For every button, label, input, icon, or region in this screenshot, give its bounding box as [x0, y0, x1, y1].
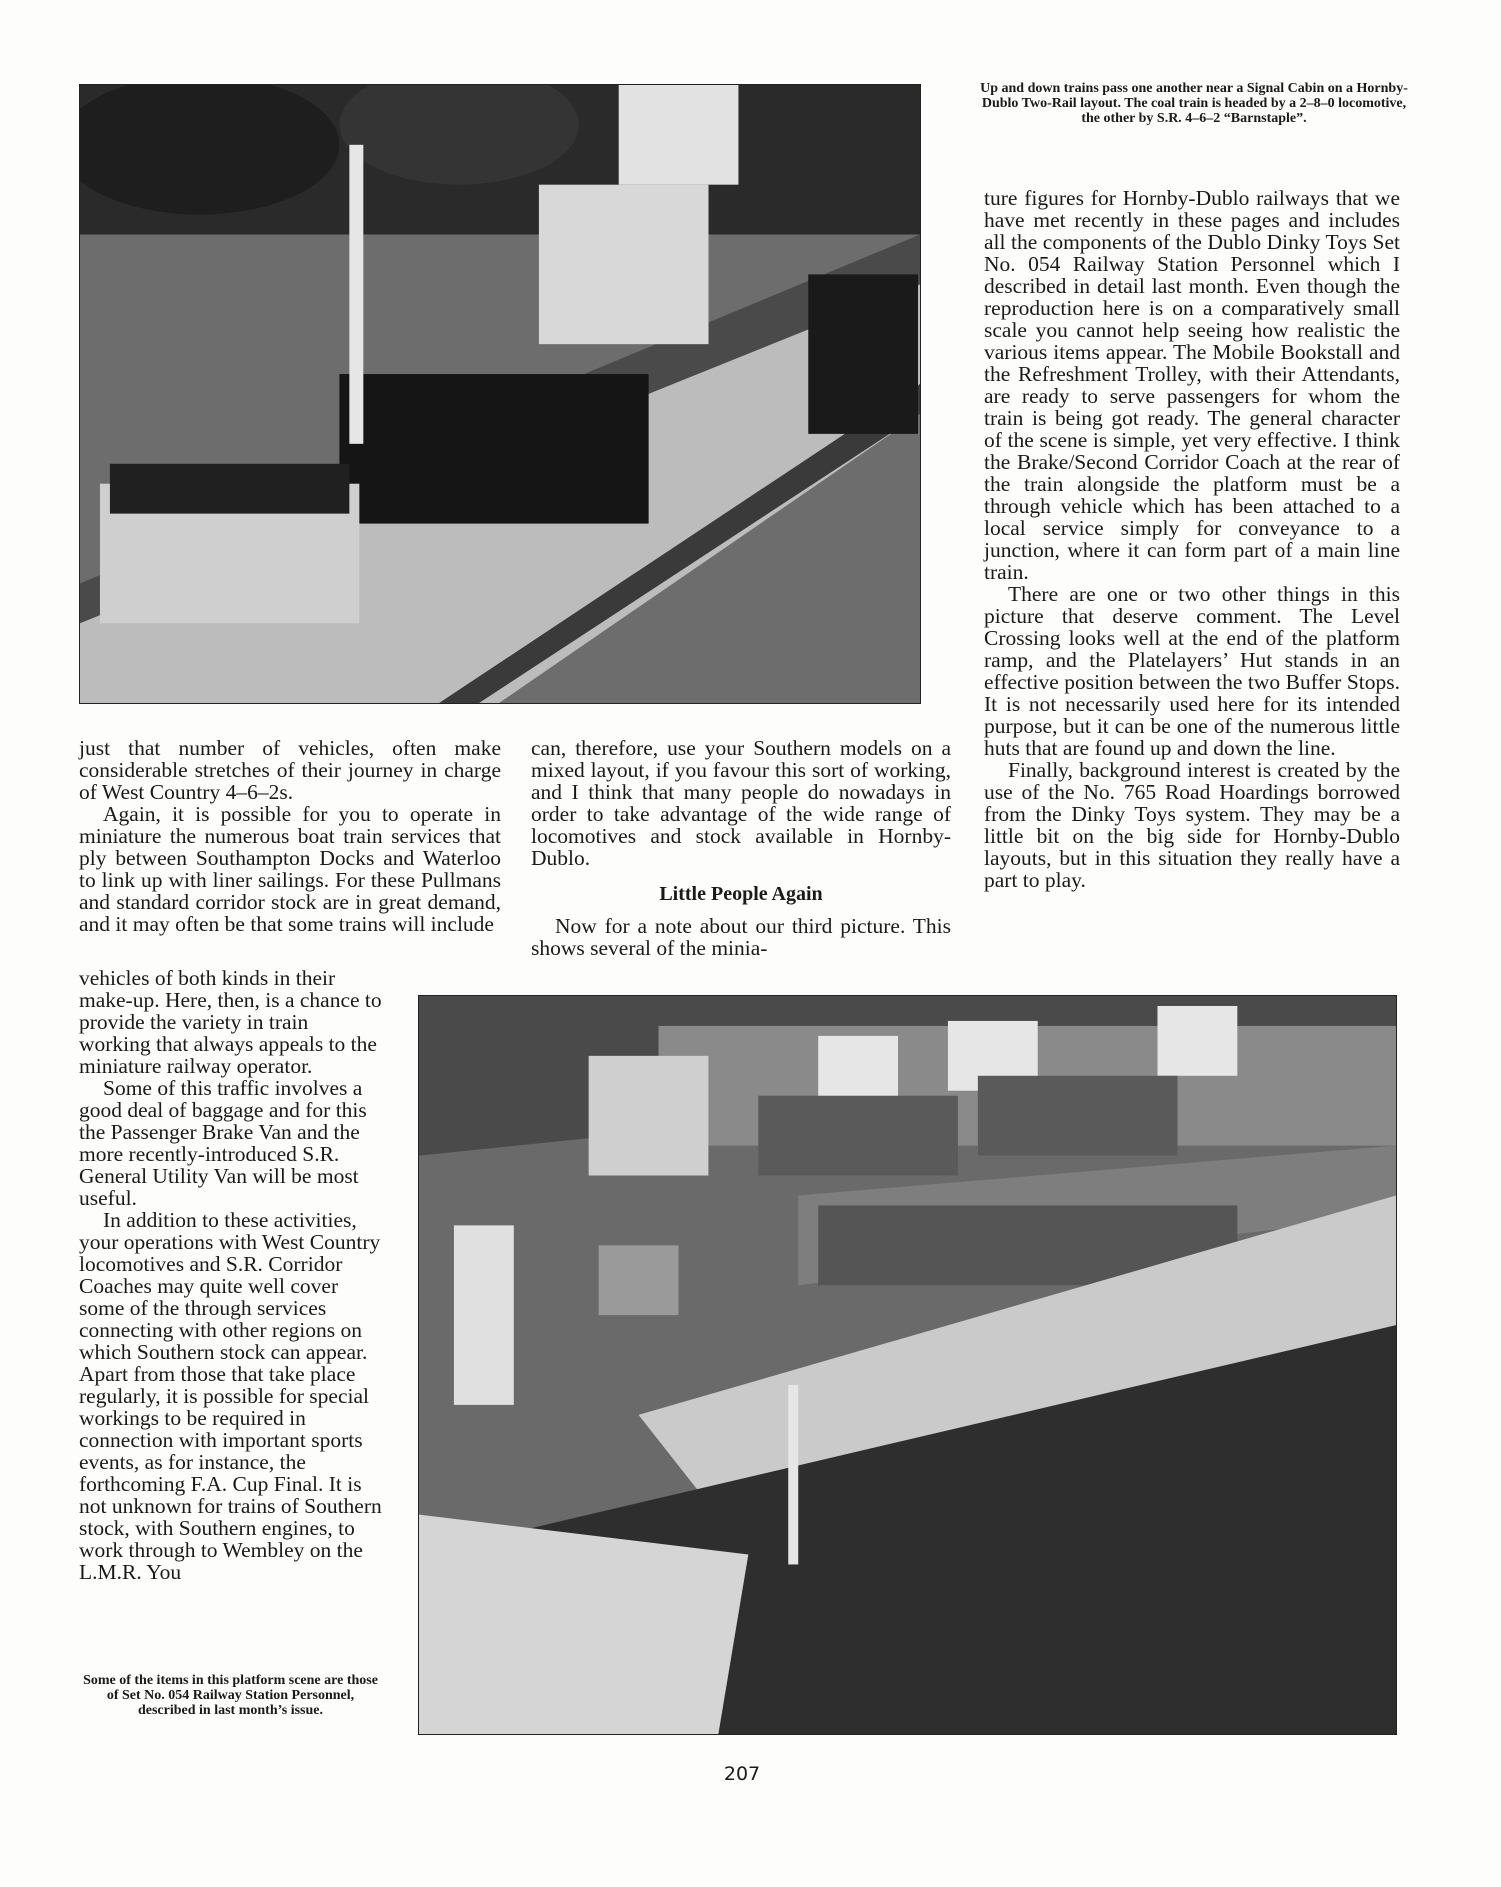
- col2-paragraph-1: can, therefore, use your Southern models on a mixed layout, if you favour this sort of working, and I think that many people do nowadays in order to take advantage of the wide range of locomotives and stock available in Hornby-Dublo.: [531, 736, 951, 870]
- column-1: [79, 737, 501, 935]
- col2-paragraph-2: Now for a note about our third picture. This shows several of the minia-: [531, 914, 951, 960]
- column-2: [531, 737, 951, 959]
- col3-paragraph-1: ture figures for Hornby-Dublo railways that we have met recently in these pages and includes all the components of the Dublo Dinky Toys Set No. 054 Railway Station Personnel which I described in detail last month. Even though the reproduction here is on a comparatively small scale you cannot help seeing how realistic the various items appear. The Mobile Bookstall and the Refreshment Trolley, with their Attendants, are ready to serve passengers for whom the train is being got ready. The general character of the scene is simple, yet very effective. I think the Brake/Second Corridor Coach at the rear of the train alongside the platform must be a through vehicle which has been attached to a local service simply for conveyance to a junction, where it can form part of a main line train.: [984, 186, 1400, 584]
- col1-paragraph-1: just that number of vehicles, often make considerable stretches of their journey in charge of West Country 4–6–2s.: [79, 736, 501, 804]
- train-photo: [79, 84, 921, 704]
- column-1-lower: [79, 967, 382, 1583]
- platform-photo-icon: [419, 996, 1396, 1734]
- top-photo-caption: Up and down trains pass one another near a Signal Cabin on a Hornby-Dublo Two-Rail layout. The coal train is headed by a 2–8–0 locomotive, the other by S.R. 4–6–2 “Barnstaple”.: [980, 81, 1408, 126]
- platform-photo: [418, 995, 1397, 1735]
- train-photo-icon: [80, 85, 920, 703]
- col3-paragraph-3: Finally, background interest is created by the use of the No. 765 Road Hoardings borrowed from the Dinky Toys system. They may be a little bit on the big side for Hornby-Dublo layouts, but in this situation they really have a part to play.: [984, 758, 1400, 892]
- col1-paragraph-2-continued: vehicles of both kinds in their make-up. Here, then, is a chance to provide the variety in train working that always appeals to the miniature railway operator.: [79, 966, 382, 1078]
- col1-paragraph-2: Again, it is possible for you to operate in miniature the numerous boat train services that ply between Southampton Docks and Waterloo to link up with liner sailings. For these Pullmans and standard corridor stock are in great demand, and it may often be that some trains will include: [79, 802, 501, 936]
- bottom-photo-caption: Some of the items in this platform scene are those of Set No. 054 Railway Station Personnel, described in last month’s issue.: [83, 1673, 378, 1718]
- section-heading: Little People Again: [659, 883, 823, 905]
- col1-paragraph-4: In addition to these activities, your operations with West Country locomotives and S.R. Corridor Coaches may quite well cover some of the through services connecting with other regions on which Southern stock can appear. Apart from those that take place regularly, it is possible for special workings to be required in connection with important sports events, as for instance, the forthcoming F.A. Cup Final. It is not unknown for trains of Southern stock, with Southern engines, to work through to Wembley on the L.M.R. You: [79, 1208, 382, 1584]
- page-number: 207: [723, 1763, 761, 1785]
- col3-paragraph-2: There are one or two other things in this picture that deserve comment. The Level Crossing looks well at the end of the platform ramp, and the Platelayers’ Hut stands in an effective position between the two Buffer Stops. It is not necessarily used here for its intended purpose, but it can be one of the numerous little huts that are found up and down the line.: [984, 582, 1400, 760]
- column-3: [984, 187, 1400, 891]
- col1-paragraph-3: Some of this traffic involves a good deal of baggage and for this the Passenger Brake Van and the more recently-introduced S.R. General Utility Van will be most useful.: [79, 1076, 367, 1210]
